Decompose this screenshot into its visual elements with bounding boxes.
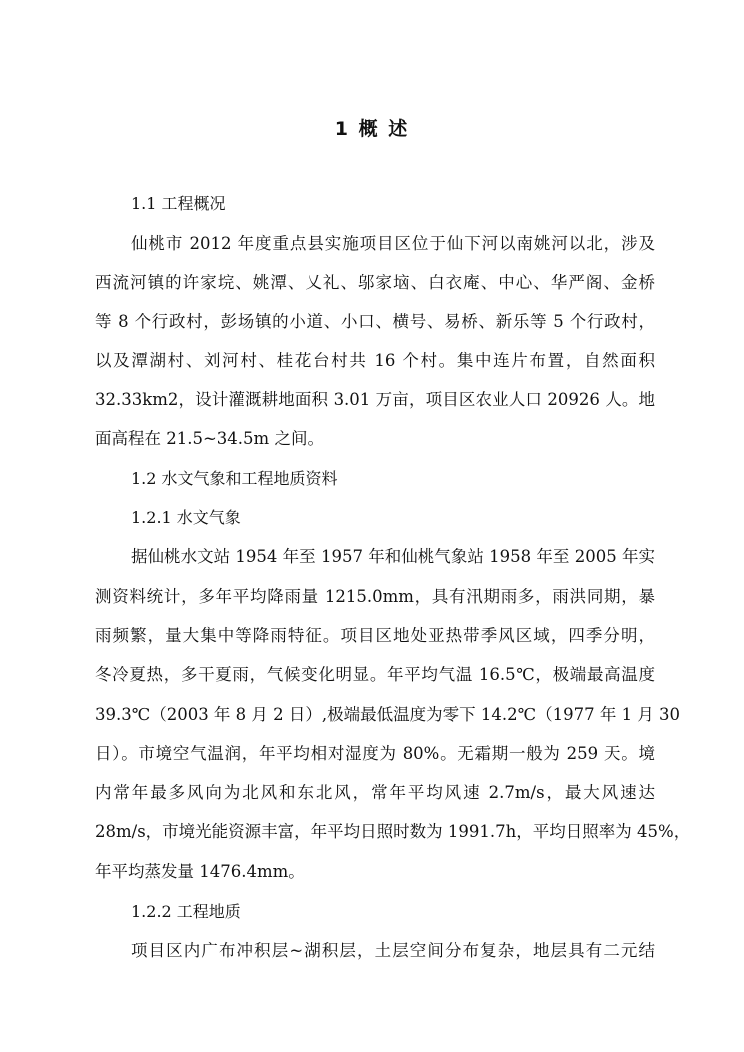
paragraph-line: 年平均蒸发量 1476.4mm。 (95, 862, 305, 881)
section-heading-1-2-2: 1.2.2 工程地质 (131, 902, 241, 921)
paragraph-line: 以及潭湖村、刘河村、桂花台村共 16 个村。集中连片布置，自然面积 (95, 351, 655, 370)
paragraph-line: 雨频繁，量大集中等降雨特征。项目区地处亚热带季风区域，四季分明， (95, 626, 655, 645)
paragraph-line: 仙桃市 2012 年度重点县实施项目区位于仙下河以南姚河以北，涉及 (131, 234, 655, 253)
paragraph-line: 据仙桃水文站 1954 年至 1957 年和仙桃气象站 1958 年至 2005 年实 (131, 547, 655, 566)
paragraph-line: 日）。市境空气温润，年平均相对湿度为 80%。无霜期一般为 259 天。境 (95, 744, 655, 763)
chapter-title: 1 概 述 (334, 118, 410, 140)
paragraph-line: 39.3℃（2003 年 8 月 2 日）,极端最低温度为零下 14.2℃（1977 年 1 月 30 (95, 705, 681, 724)
section-heading-1-1: 1.1 工程概况 (131, 194, 226, 213)
section-heading-1-2: 1.2 水文气象和工程地质资料 (131, 469, 338, 488)
paragraph-line: 28m/s，市境光能资源丰富，年平均日照时数为 1991.7h，平均日照率为 45%， (95, 822, 691, 841)
paragraph-line: 内常年最多风向为北风和东北风，常年平均风速 2.7m/s，最大风速达 (95, 783, 655, 802)
paragraph-line: 测资料统计，多年平均降雨量 1215.0mm，具有汛期雨多，雨洪同期，暴 (95, 587, 655, 606)
paragraph-line: 32.33km2，设计灌溉耕地面积 3.01 万亩，项目区农业人口 20926 人。地 (95, 390, 655, 409)
paragraph-line: 面高程在 21.5~34.5m 之间。 (95, 429, 324, 448)
paragraph-line: 西流河镇的许家垸、姚潭、乂礼、邬家垴、白衣庵、中心、华严阁、金桥 (95, 273, 655, 292)
paragraph-line: 冬冷夏热，多干夏雨，气候变化明显。年平均气温 16.5℃，极端最高温度 (95, 665, 655, 684)
section-heading-1-2-1: 1.2.1 水文气象 (131, 508, 241, 527)
paragraph-line: 项目区内广布冲积层~湖积层，土层空间分布复杂，地层具有二元结 (131, 941, 655, 960)
paragraph-line: 等 8 个行政村，彭场镇的小道、小口、横号、易桥、新乐等 5 个行政村， (95, 312, 655, 331)
